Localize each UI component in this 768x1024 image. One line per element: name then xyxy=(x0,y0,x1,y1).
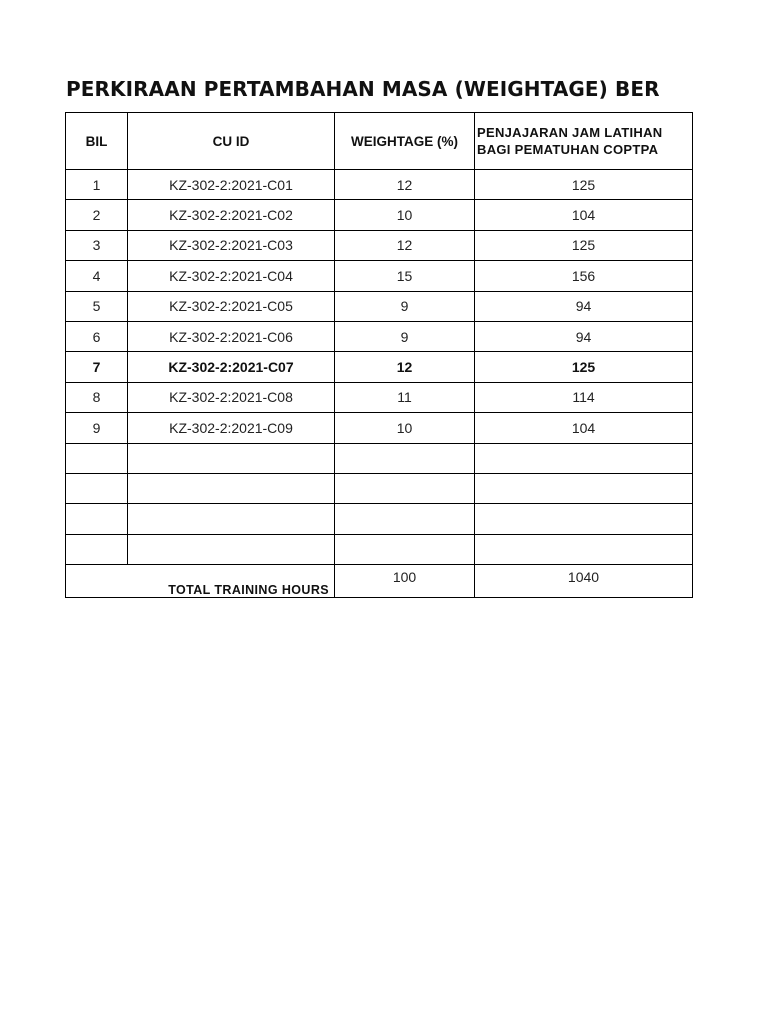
table-row xyxy=(66,170,693,200)
cell-bil xyxy=(66,504,128,534)
cell-weightage xyxy=(335,534,475,564)
cell-cu-id xyxy=(128,504,335,534)
table-row xyxy=(66,261,693,291)
total-weightage: 100 xyxy=(335,565,475,598)
cell-hours: 125 xyxy=(475,352,693,382)
cell-hours: 125 xyxy=(475,170,693,200)
cell-bil: 1 xyxy=(66,170,128,200)
cell-hours: 104 xyxy=(475,200,693,230)
cell-hours: 94 xyxy=(475,291,693,321)
total-hours: 1040 xyxy=(475,565,693,598)
cell-hours: 94 xyxy=(475,321,693,351)
cell-cu-id: KZ-302-2:2021-C06 xyxy=(128,321,335,351)
cell-bil: 3 xyxy=(66,230,128,260)
cell-weightage: 10 xyxy=(335,200,475,230)
training-hours-table xyxy=(65,112,693,598)
cell-hours xyxy=(475,473,693,503)
cell-cu-id: KZ-302-2:2021-C05 xyxy=(128,291,335,321)
cell-bil: 2 xyxy=(66,200,128,230)
table-body xyxy=(66,170,693,565)
cell-bil xyxy=(66,473,128,503)
cell-bil: 4 xyxy=(66,261,128,291)
table-row xyxy=(66,230,693,260)
cell-weightage xyxy=(335,473,475,503)
cell-weightage: 12 xyxy=(335,230,475,260)
cell-weightage: 12 xyxy=(335,352,475,382)
header-penjajaran xyxy=(475,113,693,170)
header-weightage: WEIGHTAGE (%) xyxy=(335,113,475,170)
cell-weightage: 12 xyxy=(335,170,475,200)
cell-cu-id xyxy=(128,443,335,473)
cell-hours xyxy=(475,443,693,473)
cell-cu-id: KZ-302-2:2021-C03 xyxy=(128,230,335,260)
header-cu-id: CU ID xyxy=(128,113,335,170)
cell-cu-id: KZ-302-2:2021-C08 xyxy=(128,382,335,412)
table-row xyxy=(66,382,693,412)
cell-hours xyxy=(475,504,693,534)
cell-weightage: 9 xyxy=(335,291,475,321)
header-bil: BIL xyxy=(66,113,128,170)
header-penjajaran-line2: BAGI PEMATUHAN COPTPA xyxy=(477,142,659,157)
table-row xyxy=(66,200,693,230)
table-row xyxy=(66,321,693,351)
cell-hours: 114 xyxy=(475,382,693,412)
cell-hours: 156 xyxy=(475,261,693,291)
table-row xyxy=(66,443,693,473)
table-row xyxy=(66,413,693,443)
page-title: PERKIRAAN PERTAMBAHAN MASA (WEIGHTAGE) BER xyxy=(66,77,660,101)
cell-weightage xyxy=(335,443,475,473)
cell-bil: 9 xyxy=(66,413,128,443)
table-row xyxy=(66,352,693,382)
cell-cu-id: KZ-302-2:2021-C01 xyxy=(128,170,335,200)
cell-hours: 104 xyxy=(475,413,693,443)
cell-weightage: 10 xyxy=(335,413,475,443)
cell-cu-id xyxy=(128,473,335,503)
header-row xyxy=(66,113,693,170)
cell-bil: 8 xyxy=(66,382,128,412)
cell-cu-id: KZ-302-2:2021-C09 xyxy=(128,413,335,443)
total-label: TOTAL TRAINING HOURS xyxy=(66,565,335,598)
cell-hours xyxy=(475,534,693,564)
cell-hours: 125 xyxy=(475,230,693,260)
cell-cu-id xyxy=(128,534,335,564)
table-row xyxy=(66,504,693,534)
cell-weightage: 9 xyxy=(335,321,475,351)
cell-cu-id: KZ-302-2:2021-C02 xyxy=(128,200,335,230)
cell-weightage xyxy=(335,504,475,534)
cell-bil xyxy=(66,443,128,473)
cell-weightage: 15 xyxy=(335,261,475,291)
cell-bil: 6 xyxy=(66,321,128,351)
header-penjajaran-line1: PENJAJARAN JAM LATIHAN xyxy=(477,125,663,140)
cell-bil: 5 xyxy=(66,291,128,321)
cell-bil xyxy=(66,534,128,564)
cell-cu-id: KZ-302-2:2021-C04 xyxy=(128,261,335,291)
cell-weightage: 11 xyxy=(335,382,475,412)
cell-cu-id: KZ-302-2:2021-C07 xyxy=(128,352,335,382)
cell-bil: 7 xyxy=(66,352,128,382)
table-row xyxy=(66,534,693,564)
table-row xyxy=(66,473,693,503)
table-row xyxy=(66,291,693,321)
total-row xyxy=(66,565,693,598)
